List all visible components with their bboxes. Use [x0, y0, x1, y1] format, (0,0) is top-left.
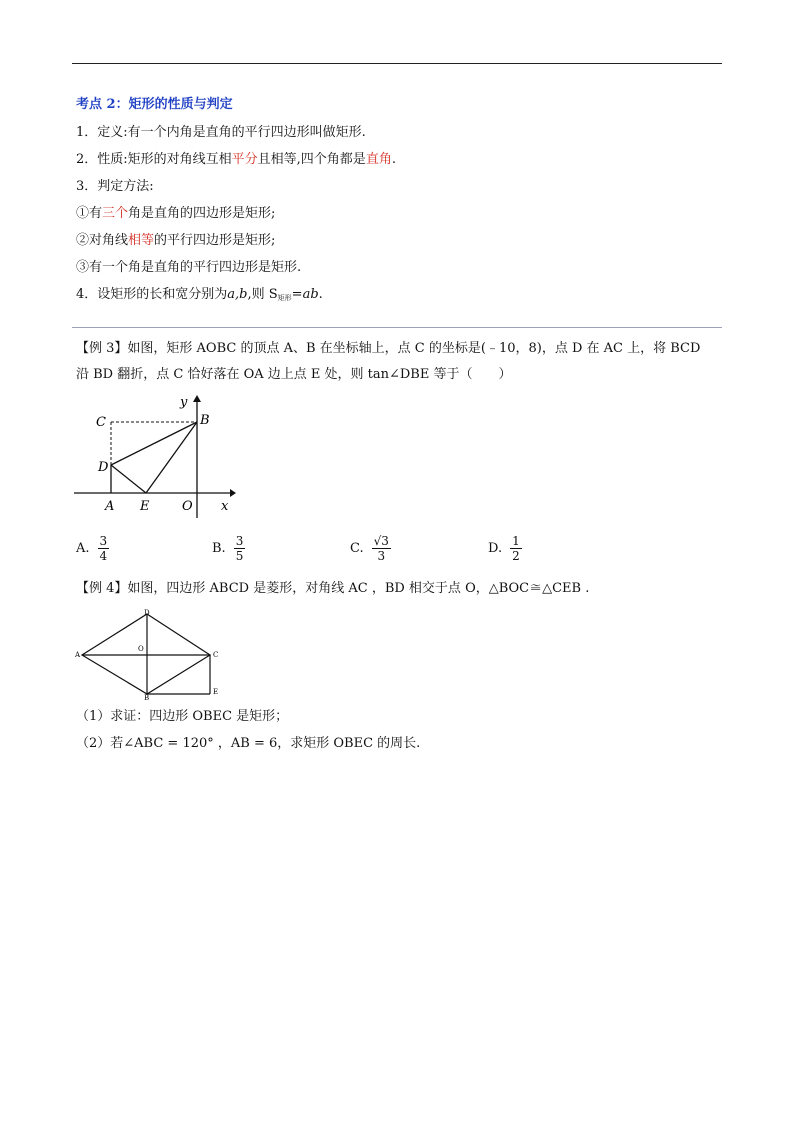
- label-A: A: [75, 651, 81, 659]
- rhombus-ABCD: [82, 614, 210, 694]
- example3-figure: [70, 392, 240, 522]
- section-heading: 考点 2：矩形的性质与判定: [76, 97, 233, 112]
- example4-question2: （2）若∠ABC = 120° ，AB = 6，求矩形 OBEC 的周长.: [76, 736, 421, 751]
- label-D: D: [98, 460, 109, 475]
- label-C: C: [213, 651, 219, 659]
- label-y: y: [180, 395, 188, 410]
- example3-line1: 【例 3】如图，矩形 AOBC 的顶点 A、B 在坐标轴上，点 C 的坐标是(﹣10，8)，点 D 在 AC 上，将 BCD: [76, 341, 701, 356]
- option-b[interactable]: B. $\frac{3}{5}$: [212, 534, 244, 563]
- label-E: E: [140, 499, 150, 514]
- fraction: $\frac{3}{5}$: [235, 534, 244, 563]
- option-c[interactable]: C. $\frac{√3}{3}$: [350, 534, 389, 563]
- top-rule: [72, 63, 722, 64]
- label-O: O: [182, 499, 193, 514]
- label-B: B: [200, 413, 210, 428]
- property-line: 2．性质:矩形的对角线互相平分且相等,四个角都是直角.: [76, 152, 396, 167]
- fraction: $\frac{1}{2}$: [512, 534, 520, 563]
- segment-DB: [111, 422, 197, 465]
- area-line: 4．设矩形的长和宽分别为a,b,则 $S_{矩形}=ab$.: [76, 287, 323, 302]
- judge-item-2: ②对角线相等的平行四边形是矩形;: [76, 233, 276, 248]
- section-divider: [72, 327, 722, 328]
- x-axis-arrow-icon: [230, 489, 236, 497]
- label-O: O: [138, 645, 144, 653]
- example3-line2: 沿 BD 翻折，点 C 恰好落在 OA 边上点 E 处，则 tan∠DBE 等于（ ）: [76, 367, 512, 382]
- label-x: x: [221, 499, 229, 514]
- example4-line1: 【例 4】如图，四边形 ABCD 是菱形，对角线 AC ，BD 相交于点 O，△BOC≅△CEB .: [76, 581, 590, 596]
- fraction: $\frac{√3}{3}$: [373, 534, 389, 563]
- label-E: E: [213, 688, 219, 696]
- label-C: C: [96, 415, 106, 430]
- example4-question1: （1）求证：四边形 OBEC 是矩形；: [76, 709, 289, 724]
- judge-title: 3．判定方法:: [76, 179, 154, 194]
- judge-item-1: ①有三个角是直角的四边形是矩形;: [76, 206, 276, 221]
- y-axis-arrow-icon: [193, 395, 201, 402]
- example4-figure: [72, 606, 232, 701]
- label-D: D: [144, 609, 150, 617]
- option-a[interactable]: A. $\frac{3}{4}$: [76, 534, 108, 563]
- judge-item-3: ③有一个角是直角的平行四边形是矩形.: [76, 260, 302, 275]
- label-A: A: [105, 499, 115, 514]
- label-B: B: [144, 694, 150, 701]
- fraction: $\frac{3}{4}$: [99, 534, 108, 563]
- definition-line: 1．定义:有一个内角是直角的平行四边形叫做矩形.: [76, 125, 366, 140]
- option-d[interactable]: D. $\frac{1}{2}$: [488, 534, 520, 563]
- segment-EB: [146, 422, 197, 493]
- segment-DE: [111, 465, 146, 493]
